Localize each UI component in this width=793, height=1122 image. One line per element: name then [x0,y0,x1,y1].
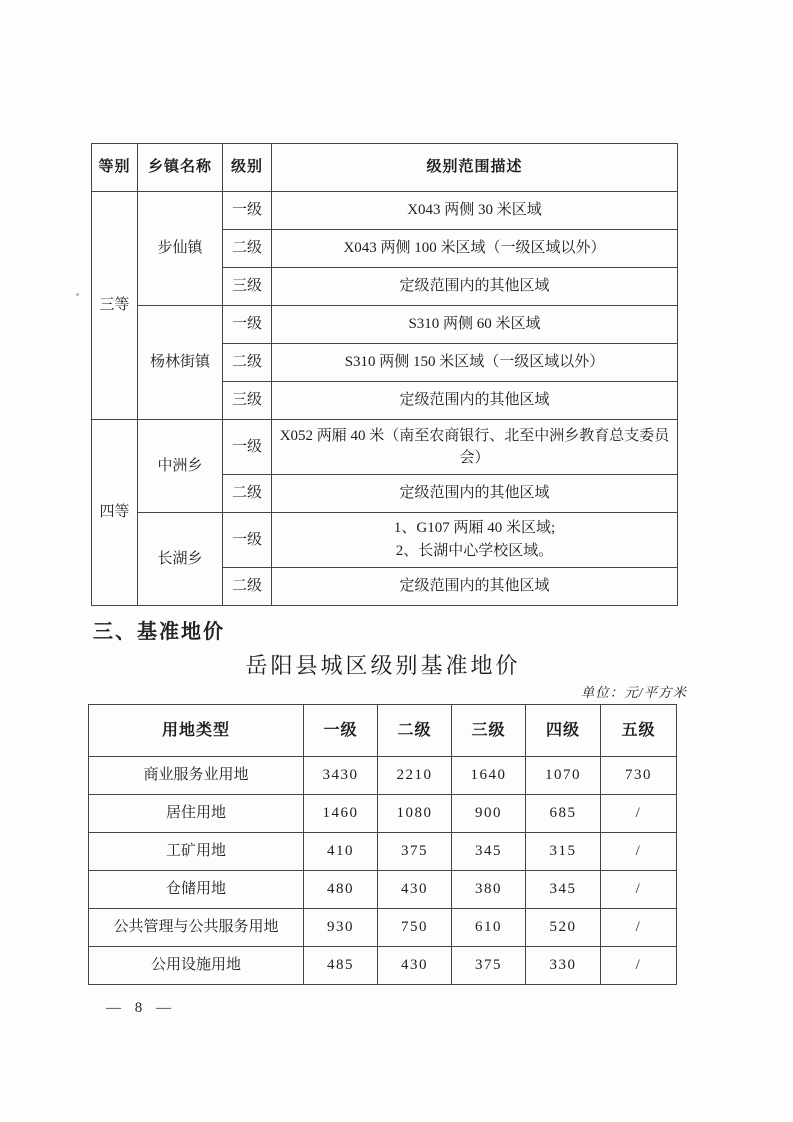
price-cell: 345 [452,833,526,871]
price-cell: 315 [526,833,601,871]
price-cell: 730 [601,757,677,795]
level-cell: 一级 [223,513,272,568]
level-cell: 一级 [223,306,272,344]
level-cell: 三级 [223,382,272,420]
range-desc-cell: 定级范围内的其他区域 [272,268,678,306]
range-desc-line: 2、长湖中心学校区域。 [395,543,554,559]
unit-note: 单位：元/平方米 [580,685,687,700]
land-use-cell: 商业服务业用地 [89,757,304,795]
township-cell: 中洲乡 [138,420,223,513]
col-header-land-use-type: 用地类型 [89,705,304,757]
price-cell: 610 [452,909,526,947]
price-cell: 930 [304,909,378,947]
township-level-range-table [91,143,678,606]
col-header-range-desc: 级别范围描述 [272,144,678,192]
col-header-level-5: 五级 [601,705,677,757]
price-cell: / [601,795,677,833]
table-row [92,513,678,568]
price-cell: 520 [526,909,601,947]
table-header-row [89,705,677,757]
range-desc-cell: S310 两侧 60 米区域 [272,306,678,344]
table-row [92,192,678,230]
land-use-cell: 仓储用地 [89,871,304,909]
col-header-level-3: 三级 [452,705,526,757]
col-header-level: 级别 [223,144,272,192]
township-cell: 步仙镇 [138,192,223,306]
price-cell: 430 [378,871,452,909]
price-cell: 430 [378,947,452,985]
land-use-cell: 居住用地 [89,795,304,833]
price-cell: 410 [304,833,378,871]
price-cell: 345 [526,871,601,909]
price-cell: 685 [526,795,601,833]
table-row [92,420,678,475]
price-cell: / [601,909,677,947]
table-row [89,909,677,947]
range-desc-cell: X043 两侧 30 米区域 [272,192,678,230]
range-desc-cell: 定级范围内的其他区域 [272,568,678,606]
level-cell: 二级 [223,568,272,606]
price-table-title: 岳阳县城区级别基准地价 [245,653,521,678]
range-desc-cell: X052 两厢 40 米（南至农商银行、北至中洲乡教育总支委员会） [272,420,678,475]
price-cell: 2210 [378,757,452,795]
price-cell: 1070 [526,757,601,795]
col-header-grade: 等别 [92,144,138,192]
table-row [89,795,677,833]
price-cell: / [601,947,677,985]
col-header-level-1: 一级 [304,705,378,757]
range-desc-cell: X043 两侧 100 米区域（一级区域以外） [272,230,678,268]
price-cell: 3430 [304,757,378,795]
price-cell: 375 [452,947,526,985]
table-row [89,833,677,871]
price-cell: 1080 [378,795,452,833]
range-desc-cell: 定级范围内的其他区域 [272,475,678,513]
price-cell: / [601,833,677,871]
price-cell: 330 [526,947,601,985]
price-cell: 750 [378,909,452,947]
range-desc-line: 1、G107 两厢 40 米区域; [393,519,556,536]
price-cell: 900 [452,795,526,833]
base-land-price-table [88,704,677,985]
col-header-level-2: 二级 [378,705,452,757]
page-number: — 8 — [106,1000,176,1016]
range-desc-cell: S310 两侧 150 米区域（一级区域以外） [272,344,678,382]
price-cell: 1640 [452,757,526,795]
price-cell: 480 [304,871,378,909]
price-cell: 380 [452,871,526,909]
range-desc-cell [272,513,678,568]
land-use-cell: 工矿用地 [89,833,304,871]
level-cell: 二级 [223,344,272,382]
table-row [89,947,677,985]
price-cell: 1460 [304,795,378,833]
table-row [89,871,677,909]
price-cell: 485 [304,947,378,985]
township-cell: 杨林街镇 [138,306,223,420]
price-cell: 375 [378,833,452,871]
grade-cell: 四等 [92,420,138,606]
table-row [92,306,678,344]
scan-artifact-dot [76,293,79,296]
township-cell: 长湖乡 [138,513,223,606]
price-cell: / [601,871,677,909]
level-cell: 三级 [223,268,272,306]
col-header-level-4: 四级 [526,705,601,757]
table-row [89,757,677,795]
col-header-township: 乡镇名称 [138,144,223,192]
range-desc-cell: 定级范围内的其他区域 [272,382,678,420]
land-use-cell: 公共管理与公共服务用地 [89,909,304,947]
grade-cell: 三等 [92,192,138,420]
level-cell: 一级 [223,192,272,230]
section-heading: 三、基准地价 [93,621,225,643]
land-use-cell: 公用设施用地 [89,947,304,985]
level-cell: 二级 [223,475,272,513]
level-cell: 一级 [223,420,272,475]
table-header-row [92,144,678,192]
level-cell: 二级 [223,230,272,268]
